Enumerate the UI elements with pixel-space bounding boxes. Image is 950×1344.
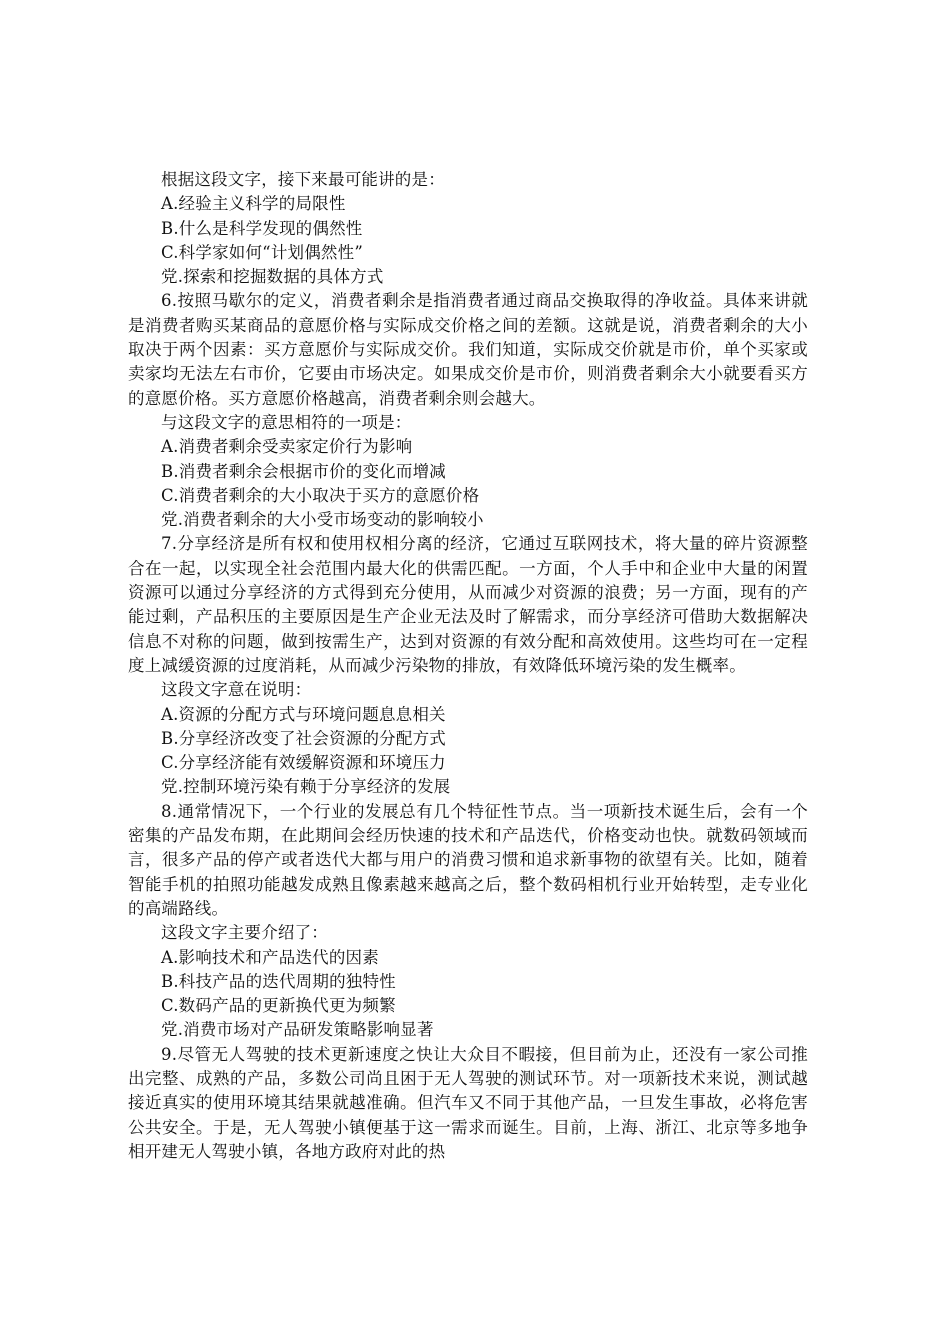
option-d: 党.探索和挖掘数据的具体方式 bbox=[161, 267, 384, 287]
question-7 bbox=[128, 532, 808, 799]
option-c: C.消费者剩余的大小取决于买方的意愿价格 bbox=[161, 485, 480, 505]
question-passage: 9.尽管无人驾驶的技术更新速度之快让大众目不暇接，但目前为止，还没有一家公司推出完整、成熟的产品，多数公司尚且困于无人驾驶的测试环节。对一项新技术来说，测试越接近真实的使用环境其结果就越准确。但汽车又不同于其他产品，一旦发生事故，必将危害公共安全。于是，无人驾驶小镇便基于这一需求而诞生。目前，上海、浙江、北京等多地争相开建无人驾驶小镇，各地方政府对此的热 bbox=[128, 1044, 808, 1161]
option-b: B.分享经济改变了社会资源的分配方式 bbox=[161, 728, 446, 748]
question-passage: 6.按照马歇尔的定义，消费者剩余是指消费者通过商品交换取得的净收益。具体来讲就是消费者购买某商品的意愿价格与实际成交价格之间的差额。这就是说，消费者剩余的大小取决于两个因素：买方意愿价与实际成交价。我们知道，实际成交价就是市价，单个买家或卖家均无法左右市价，它要由市场决定。如果成交价是市价，则消费者剩余大小就要看买方的意愿价格。买方意愿价格越高，消费者剩余则会越大。 bbox=[128, 291, 808, 408]
option-a: A.消费者剩余受卖家定价行为影响 bbox=[161, 437, 413, 457]
option-b: B.消费者剩余会根据市价的变化而增减 bbox=[161, 461, 446, 481]
option-d: 党.控制环境污染有赖于分享经济的发展 bbox=[161, 777, 451, 797]
option-b: B.什么是科学发现的偶然性 bbox=[161, 218, 363, 238]
option-a: A.影响技术和产品迭代的因素 bbox=[161, 947, 379, 967]
question-8 bbox=[128, 800, 808, 1043]
document-body bbox=[128, 168, 808, 1164]
question-6 bbox=[128, 289, 808, 532]
option-c: C.分享经济能有效缓解资源和环境压力 bbox=[161, 753, 446, 773]
option-a: A.资源的分配方式与环境问题息息相关 bbox=[161, 704, 446, 724]
question-stem: 与这段文字的意思相符的一项是： bbox=[161, 412, 412, 432]
question-passage: 7.分享经济是所有权和使用权相分离的经济，它通过互联网技术，将大量的碎片资源整合在一起，以实现全社会范围内最大化的供需匹配。一方面，个人手中和企业中大量的闲置资源可以通过分享经济的方式得到充分使用，从而减少对资源的浪费；另一方面，现有的产能过剩，产品积压的主要原因是生产企业无法及时了解需求，而分享经济可借助大数据解决信息不对称的问题，做到按需生产，达到对资源的有效分配和高效使用。这些均可在一定程度上减缓资源的过度消耗，从而减少污染物的排放，有效降低环境污染的发生概率。 bbox=[128, 534, 808, 675]
option-d: 党.消费者剩余的大小受市场变动的影响较小 bbox=[161, 510, 484, 530]
question-stem: 根据这段文字，接下来最可能讲的是： bbox=[161, 170, 445, 189]
option-c: C.科学家如何“计划偶然性” bbox=[161, 242, 363, 262]
option-c: C.数码产品的更新换代更为频繁 bbox=[161, 996, 396, 1016]
option-a: A.经验主义科学的局限性 bbox=[161, 194, 346, 214]
question-9 bbox=[128, 1043, 808, 1164]
option-d: 党.消费市场对产品研发策略影响显著 bbox=[161, 1020, 434, 1040]
option-b: B.科技产品的迭代周期的独特性 bbox=[161, 971, 396, 991]
question-passage: 8.通常情况下，一个行业的发展总有几个特征性节点。当一项新技术诞生后，会有一个密集的产品发布期，在此期间会经历快速的技术和产品迭代，价格变动也快。就数码领域而言，很多产品的停产或者迭代大都与用户的消费习惯和追求新事物的欲望有关。比如，随着智能手机的拍照功能越发成熟且像素越来越高之后，整个数码相机行业开始转型，走专业化的高端路线。 bbox=[128, 801, 808, 918]
question-5-tail bbox=[128, 168, 808, 289]
question-stem: 这段文字意在说明： bbox=[161, 680, 312, 700]
question-stem: 这段文字主要介绍了： bbox=[161, 923, 328, 943]
